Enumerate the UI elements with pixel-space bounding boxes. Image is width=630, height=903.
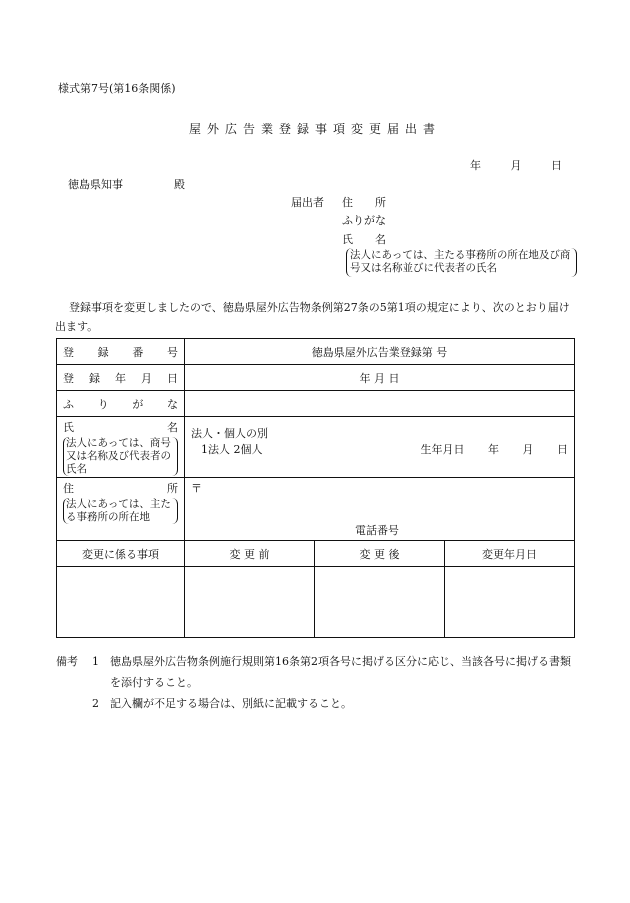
form-number: 様式第7号(第16条関係)	[58, 82, 176, 95]
name-field[interactable]	[185, 417, 575, 478]
address-label-cell	[57, 478, 185, 541]
corp-individual-label: 法人・個人の別	[191, 427, 268, 440]
col-before: 変 更 前	[185, 541, 315, 567]
note-text: 徳島県屋外広告物条例施行規則第16条第2項各号に掲げる区分に応じ、当該各号に掲げる書類を添付すること。	[110, 655, 571, 689]
name-label-char: 氏	[63, 421, 74, 434]
postal-mark: 〒	[191, 482, 202, 495]
name-note: 法人にあっては、商号又は名称及び代表者の氏名	[63, 437, 178, 476]
note-text: 記入欄が不足する場合は、別紙に記載すること。	[110, 697, 352, 710]
address-field[interactable]	[185, 478, 575, 541]
furigana-label-char: り	[97, 397, 109, 411]
submitter-label: 届出者	[291, 196, 324, 209]
phone-label: 電話番号	[355, 524, 399, 537]
note-number: 2	[92, 697, 99, 710]
col-changed-items: 変更に係る事項	[57, 541, 185, 567]
furigana-field[interactable]	[185, 391, 575, 417]
changed-items-field[interactable]	[57, 567, 185, 638]
address-label-char: 住	[63, 482, 74, 495]
registration-date-label-char: 録	[89, 371, 100, 385]
notes-heading: 備考	[56, 655, 78, 668]
registration-date-label-char: 日	[167, 371, 178, 385]
birth-date-label: 生年月日	[420, 443, 465, 456]
submission-date: 年 月 日	[470, 159, 562, 172]
furigana-label	[57, 391, 185, 417]
corp-individual-options: 1法人 2個人	[201, 443, 263, 456]
submitter-furigana-label: ふりがな	[342, 214, 386, 227]
registration-number-label	[57, 339, 185, 365]
intro-paragraph: 登録事項を変更しましたので、徳島県屋外広告物条例第27条の5第1項の規定により、次のとおり届け出ます。	[55, 301, 570, 333]
addressee: 徳島県知事	[68, 178, 123, 191]
address-label-char: 所	[167, 482, 178, 495]
registration-number-label-char: 録	[97, 345, 109, 359]
furigana-label-char: ふ	[63, 397, 74, 411]
change-date-field[interactable]	[445, 567, 575, 638]
furigana-label-char: が	[132, 397, 144, 411]
furigana-label-char: な	[166, 397, 178, 411]
registration-date-label-char: 登	[63, 371, 74, 385]
birth-date-value: 年 月 日	[488, 443, 568, 456]
registration-number-field[interactable]	[185, 339, 575, 365]
submitter-name-label: 氏名	[342, 233, 408, 246]
registration-number-label-char: 号	[166, 345, 178, 359]
col-after: 変 更 後	[315, 541, 445, 567]
after-field[interactable]	[315, 567, 445, 638]
change-form-table	[56, 338, 575, 638]
registration-date-value: 年 月 日	[359, 371, 400, 385]
registration-number-value: 徳島県屋外広告業登録第 号	[311, 345, 448, 359]
note-number: 1	[92, 655, 99, 668]
before-field[interactable]	[185, 567, 315, 638]
col-change-date: 変更年月日	[445, 541, 575, 567]
name-label-cell	[57, 417, 185, 478]
name-label-char: 名	[167, 421, 178, 434]
address-note: 法人にあっては、主たる事務所の所在地	[63, 498, 178, 524]
addressee-honorific: 殿	[174, 178, 185, 191]
document-title: 屋外広告業登録事項変更届出書	[188, 122, 441, 136]
registration-date-field[interactable]	[185, 365, 575, 391]
registration-date-label-char: 年	[115, 371, 126, 385]
registration-number-label-char: 登	[63, 345, 74, 359]
registration-number-label-char: 番	[132, 345, 144, 359]
corporate-note: 法人にあっては、主たる事務所の所在地及び商号又は名称並びに代表者の氏名	[346, 248, 577, 277]
notes	[56, 651, 576, 714]
submitter-address-label: 住所	[342, 196, 408, 209]
registration-date-label	[57, 365, 185, 391]
registration-date-label-char: 月	[141, 371, 152, 385]
